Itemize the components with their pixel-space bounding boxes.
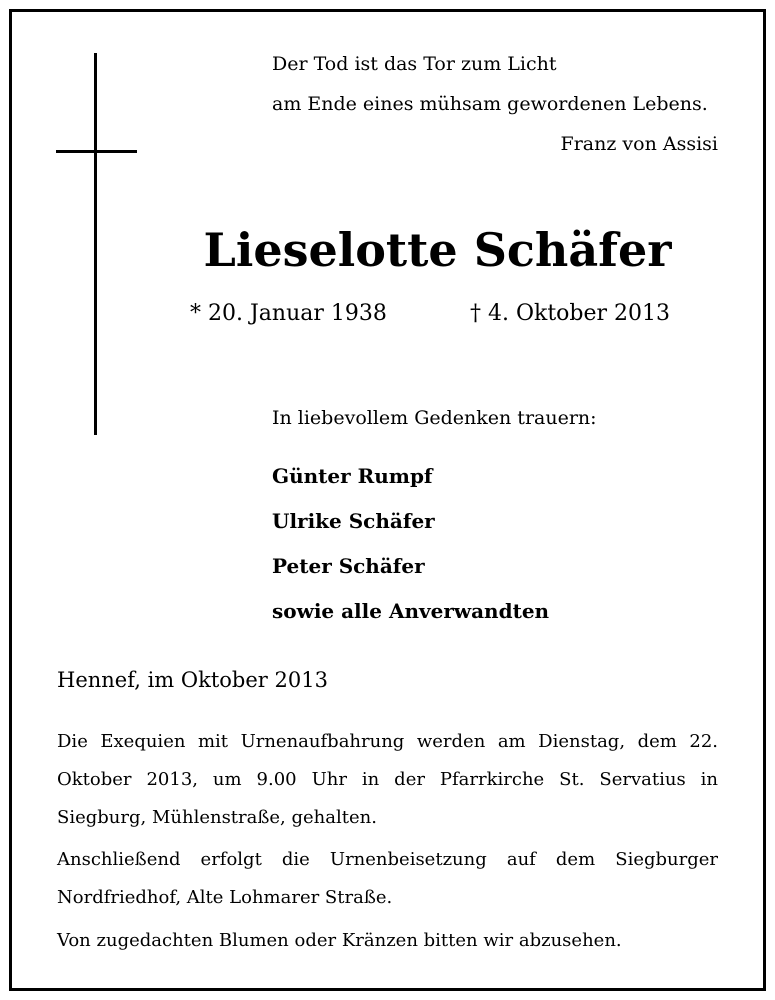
quote-line-2: am Ende eines mühsam gewordenen Lebens. [272, 93, 708, 115]
cross-horizontal-bar [56, 150, 137, 153]
funeral-service-paragraph: Die Exequien mit Urnenaufbahrung werden am Dienstag, dem 22. Oktober 2013, um 9.00 Uhr in der Pfarrkirche St. Servatius in Siegburg, Mühlenstraße, gehalten. [57, 731, 718, 828]
quote-line-1: Der Tod ist das Tor zum Licht [272, 53, 557, 75]
mourner-name: Ulrike Schäfer [272, 509, 435, 533]
mourning-intro: In liebevollem Gedenken trauern: [272, 407, 597, 429]
burial-paragraph: Anschließend erfolgt die Urnenbeisetzung auf dem Siegburger Nordfriedhof, Alte Lohmarer Straße. [57, 849, 718, 908]
death-date: † 4. Oktober 2013 [470, 301, 671, 326]
mourners-list [272, 454, 549, 634]
mourner-name: sowie alle Anverwandten [272, 599, 550, 623]
birth-date: * 20. Januar 1938 [190, 301, 387, 326]
flowers-request-paragraph: Von zugedachten Blumen oder Kränzen bitten wir abzusehen. [57, 930, 622, 951]
place-and-date: Hennef, im Oktober 2013 [57, 668, 328, 692]
quote-author: Franz von Assisi [560, 133, 718, 155]
mourner-name: Günter Rumpf [272, 464, 433, 488]
mourner-name: Peter Schäfer [272, 554, 425, 578]
deceased-name: Lieselotte Schäfer [203, 223, 672, 277]
